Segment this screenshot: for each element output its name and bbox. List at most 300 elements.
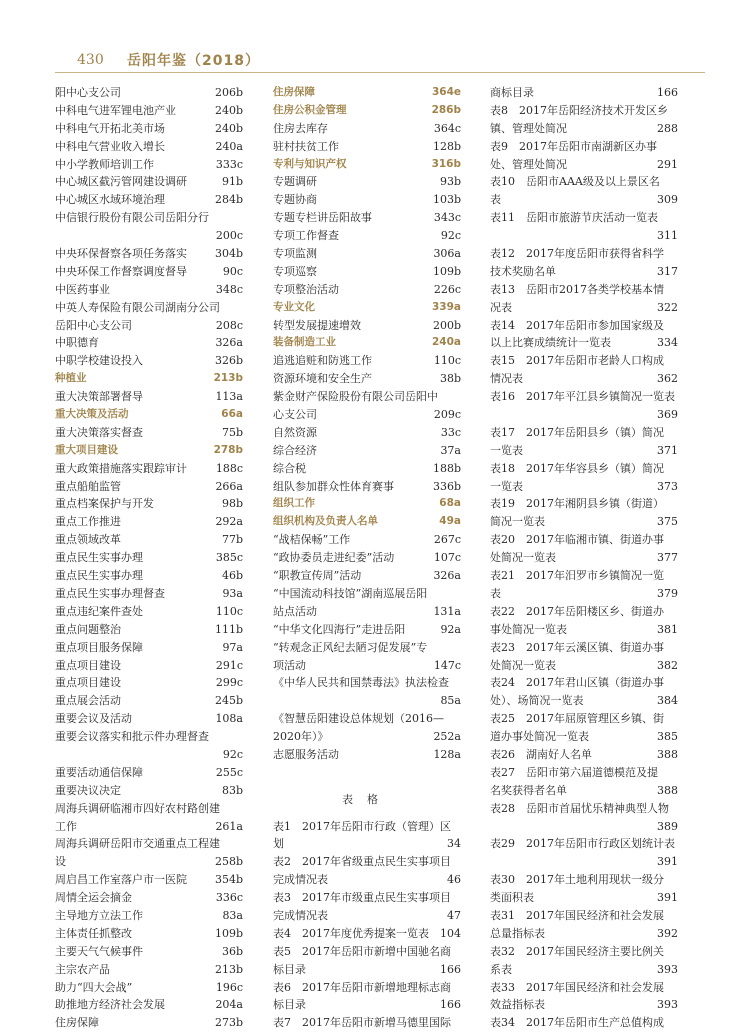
page-header (55, 48, 705, 70)
index-entry (55, 299, 243, 317)
page-ref: 284b (214, 193, 243, 207)
index-entry (490, 979, 678, 997)
entry-text: 专题调研 (273, 175, 317, 189)
entry-text: 表24 2017年君山区镇（街道办事 (490, 676, 664, 690)
index-entry (273, 281, 461, 299)
index-entries (273, 84, 461, 764)
entry-text: “中华文化四海行”走进岳阳 (273, 622, 406, 636)
index-entry (55, 961, 243, 979)
page-ref: 200c (215, 229, 243, 243)
index-entry (490, 692, 678, 710)
entry-text: 岳阳中心支公司 (55, 318, 132, 332)
entry-text: “政协委员走进纪委”活动 (273, 551, 395, 565)
entry-text: 表5 2017年岳阳市新增中国驰名商 (273, 944, 451, 958)
entry-text: 情况表 (490, 372, 523, 386)
page-ref: 75b (221, 425, 243, 439)
page-ref: 382 (657, 658, 678, 672)
page-ref: 299c (215, 676, 243, 690)
index-entry (490, 764, 678, 782)
page-ref: 77b (221, 533, 243, 547)
page-ref: 92c (222, 747, 243, 761)
index-entry (55, 835, 243, 853)
entry-text: “战桔保畅”工作 (273, 533, 351, 547)
entry-text: 重点民生实事办理督查 (55, 586, 165, 600)
page-ref: 109b (214, 926, 243, 940)
page-ref: 103b (432, 193, 461, 207)
entry-text: 中科电气进军锂电池产业 (55, 103, 176, 117)
entry-text: 道办事处简况一览表 (490, 730, 589, 744)
entry-text: 表30 2017年土地利用现状一级分 (490, 873, 664, 887)
index-entry (273, 191, 461, 209)
entry-text: 重点项目建设 (55, 676, 121, 690)
index-entry (273, 352, 461, 370)
page-ref: 375 (657, 515, 678, 529)
entry-text: 驻村扶贫工作 (273, 139, 339, 153)
entry-text: 重要会议及活动 (55, 712, 132, 726)
page-ref: 108a (215, 712, 243, 726)
index-entry (273, 263, 461, 281)
page-ref: 97a (222, 640, 243, 654)
index-entry (490, 317, 678, 335)
entry-text: 表1 2017年岳阳市行政（管理）区 (273, 819, 451, 833)
index-entry (55, 782, 243, 800)
index-entry (273, 943, 461, 961)
entry-text: 自然资源 (273, 425, 317, 439)
index-entry (490, 156, 678, 174)
index-entry (55, 996, 243, 1014)
page-ref: 90c (222, 264, 243, 278)
entry-text: 重点工作推进 (55, 515, 121, 529)
entry-text: “职教宣传周”活动 (273, 569, 362, 583)
index-entry (490, 943, 678, 961)
entry-text: 转型发展提速增效 (273, 318, 361, 332)
page-ref: 92a (440, 622, 461, 636)
entry-text: 装备制造工业 (273, 336, 336, 349)
entry-text: 完成情况表 (273, 873, 328, 887)
index-entry (55, 764, 243, 782)
index-entry (55, 478, 243, 496)
entry-text: 项活动 (273, 658, 306, 672)
index-entry (490, 889, 678, 907)
entry-text: 表15 2017年岳阳市老龄人口构成 (490, 354, 664, 368)
entry-text: 重要活动通信保障 (55, 765, 143, 779)
entry-text: 表7 2017年岳阳市新增马德里国际 (273, 1016, 451, 1030)
index-entry (55, 120, 243, 138)
index-entry (55, 352, 243, 370)
index-entry (490, 138, 678, 156)
page-ref: 377 (657, 551, 678, 565)
spacer (273, 764, 461, 782)
page-ref: 113a (215, 390, 243, 404)
index-entry (55, 102, 243, 120)
page-ref: 309 (657, 193, 678, 207)
index-entry (273, 979, 461, 997)
index-entry (273, 209, 461, 227)
entry-text: 中医药事业 (55, 282, 110, 296)
index-heading-entry (273, 156, 461, 174)
page-ref: 213b (213, 372, 243, 385)
entry-text: 2020年）》 (273, 730, 329, 744)
entry-text: 表19 2017年湘阴县乡镇（街道） (490, 497, 664, 511)
page-ref: 104 (440, 926, 461, 940)
page-ref: 393 (657, 998, 678, 1012)
entry-text: 组织工作 (273, 497, 315, 510)
entry-text: 处、管理处简况 (490, 157, 567, 171)
entry-text: 助力“四大会战” (55, 980, 133, 994)
index-column-1 (55, 84, 243, 1032)
page-ref: 83b (221, 783, 243, 797)
page-ref: 385 (657, 730, 678, 744)
entry-text: 中科电气开拓北美市场 (55, 121, 165, 135)
index-entry (273, 585, 461, 603)
book-title: 岳阳年鉴（2018） (127, 53, 260, 69)
index-entry (55, 692, 243, 710)
entry-text: “转观念正风纪去陋习促发展”专 (273, 640, 428, 654)
index-heading-entry (273, 102, 461, 120)
entry-text: 一览表 (490, 479, 523, 493)
index-entry (273, 996, 461, 1014)
entry-text: 重点船舶监管 (55, 479, 121, 493)
entry-text: 表21 2017年汨罗市乡镇简况一览 (490, 569, 664, 583)
entry-text: 追逃追赃和防逃工作 (273, 354, 372, 368)
page-ref: 209c (433, 408, 461, 422)
index-entry (490, 746, 678, 764)
entry-text: 表2 2017年省级重点民生实事项目 (273, 855, 451, 869)
page-ref: 206b (214, 86, 243, 99)
page-ref: 83a (222, 908, 243, 922)
index-entry (490, 782, 678, 800)
index-entry (273, 728, 461, 746)
index-entry (273, 961, 461, 979)
index-entry (273, 889, 461, 907)
entry-text: 中小学教师培训工作 (55, 157, 154, 171)
index-entry (273, 871, 461, 889)
index-entry (490, 710, 678, 728)
entry-text: 表23 2017年云溪区镇、街道办事 (490, 640, 664, 654)
entry-text: 重大决策及活动 (55, 408, 129, 421)
entry-text: 助推地方经济社会发展 (55, 998, 165, 1012)
entry-text: 《中华人民共和国禁毒法》执法检查 (273, 676, 449, 690)
index-entry (55, 1014, 243, 1032)
page-ref: 291 (657, 157, 678, 171)
page-ref: 385c (215, 551, 243, 565)
index-entry (273, 478, 461, 496)
page-ref: 317 (657, 264, 678, 278)
entry-text: 专题协商 (273, 193, 317, 207)
entry-text: 住房保障 (273, 86, 315, 98)
entry-text: 表27 岳阳市第六届道德模范及提 (490, 765, 658, 779)
index-entry (55, 209, 243, 227)
page-ref: 188c (215, 461, 243, 475)
index-entry (273, 1014, 461, 1032)
page-ref: 109b (432, 264, 461, 278)
header-rule (55, 72, 705, 73)
index-entry (273, 245, 461, 263)
entry-text: 周海兵调研岳阳市交通重点工程建 (55, 837, 220, 851)
index-entry (273, 639, 461, 657)
page-ref: 348c (215, 282, 243, 296)
page-ref: 245b (214, 694, 243, 708)
page-ref: 311 (657, 229, 678, 243)
page-ref: 266a (215, 479, 243, 493)
page-ref: 373 (657, 479, 678, 493)
entry-text: 表3 2017年市级重点民生实事项目 (273, 891, 451, 905)
index-entry (55, 513, 243, 531)
index-entry (490, 728, 678, 746)
entry-text: 紫金财产保险股份有限公司岳阳中 (273, 390, 438, 404)
page-ref: 92c (440, 229, 461, 243)
page-ref: 111b (214, 622, 243, 636)
entry-text: 表8 2017年岳阳经济技术开发区乡 (490, 103, 668, 117)
index-entry (55, 263, 243, 281)
page-ref: 131a (433, 604, 461, 618)
index-entry (490, 84, 678, 102)
index-entry (55, 871, 243, 889)
entry-text: 表25 2017年屈原管理区乡镇、街 (490, 712, 664, 726)
entry-text: 重点项目服务保障 (55, 640, 143, 654)
index-entry (55, 156, 243, 174)
index-entry (55, 245, 243, 263)
index-entry (490, 1014, 678, 1032)
entry-text: 周启昌工作室落户市一医院 (55, 873, 187, 887)
page-ref: 91b (221, 175, 243, 189)
entry-text: 重点领域改革 (55, 533, 121, 547)
page-ref: 93b (439, 175, 461, 189)
index-entry (273, 317, 461, 335)
index-entry (273, 388, 461, 406)
index-entry (55, 138, 243, 156)
page-ref: 304b (214, 247, 243, 261)
page-number: 430 (77, 52, 104, 68)
page-ref: 240b (214, 121, 243, 135)
entry-text: 主体责任抓整改 (55, 926, 132, 940)
page-ref: 66a (221, 408, 243, 421)
page-ref: 36b (221, 944, 243, 958)
entry-text: 表20 2017年临湘市镇、街道办事 (490, 533, 664, 547)
index-entry (273, 621, 461, 639)
page-ref: 316b (431, 157, 461, 170)
entry-text: 效益指标表 (490, 998, 545, 1012)
index-entry (490, 245, 678, 263)
entry-text: 志愿服务活动 (273, 747, 339, 761)
entry-text: 表6 2017年岳阳市新增地理标志商 (273, 980, 451, 994)
page-ref: 204a (215, 998, 243, 1012)
page-ref: 226c (433, 282, 461, 296)
index-entry (490, 961, 678, 979)
index-entry (55, 943, 243, 961)
index-entry (490, 674, 678, 692)
entry-text: 工作 (55, 819, 77, 833)
page-ref: 38b (439, 372, 461, 386)
index-entry (55, 84, 243, 102)
entry-text: 中心城区水域环境治理 (55, 193, 165, 207)
index-entry (273, 567, 461, 585)
page-ref: 336c (215, 891, 243, 905)
entry-text: 以上比赛成绩统计一览表 (490, 336, 611, 350)
page-ref: 326a (433, 569, 461, 583)
entry-text: 表29 2017年岳阳市行政区划统计表 (490, 837, 675, 851)
entry-text: 《智慧岳阳建设总体规划（2016— (273, 712, 444, 726)
page-ref: 240a (215, 139, 243, 153)
entry-text: 表16 2017年平江县乡镇简况一览表 (490, 390, 675, 404)
index-entry (273, 674, 461, 692)
index-entry (55, 531, 243, 549)
index-entry (490, 513, 678, 531)
entry-text: 表12 2017年度岳阳市获得省科学 (490, 247, 664, 261)
index-heading-entry (273, 513, 461, 531)
index-entry (490, 639, 678, 657)
index-entry (55, 549, 243, 567)
entry-text: 重点民生实事办理 (55, 569, 143, 583)
index-entry (490, 531, 678, 549)
page-ref: 379 (657, 586, 678, 600)
index-entry (55, 281, 243, 299)
index-entry (490, 191, 678, 209)
entry-text: 资源环境和安全生产 (273, 372, 372, 386)
entry-text: 重点档案保护与开发 (55, 497, 154, 511)
page-ref: 288 (657, 121, 678, 135)
index-entry (490, 209, 678, 227)
index-entry (55, 424, 243, 442)
entry-text: 种植业 (55, 372, 87, 385)
entry-text: 专项工作督查 (273, 229, 339, 243)
index-heading-entry (55, 370, 243, 388)
page-ref: 208c (215, 318, 243, 332)
index-entry (490, 120, 678, 138)
entry-text: 综合税 (273, 461, 306, 475)
entry-text: 名奖获得者名单 (490, 783, 567, 797)
index-entry (55, 818, 243, 836)
index-entry (490, 871, 678, 889)
index-heading-entry (55, 442, 243, 460)
entry-text: 专利与知识产权 (273, 157, 347, 170)
page-ref: 388 (657, 747, 678, 761)
index-entry (273, 424, 461, 442)
entry-text: 中央环保工作督察调度督导 (55, 264, 187, 278)
page-ref: 267c (433, 533, 461, 547)
index-entry (55, 800, 243, 818)
page-ref: 200b (432, 318, 461, 332)
page-ref: 362 (657, 372, 678, 386)
index-entry (490, 442, 678, 460)
page-ref: 291c (215, 658, 243, 672)
index-entry (490, 585, 678, 603)
page-ref: 166 (440, 998, 461, 1012)
index-heading-entry (273, 299, 461, 317)
entry-text: 周海兵调研临湘市四好农村路创建 (55, 801, 220, 815)
page-ref: 252a (433, 730, 461, 744)
index-entry (55, 173, 243, 191)
page-ref: 261a (215, 819, 243, 833)
index-entry (273, 746, 461, 764)
entry-text: 表 (490, 586, 501, 600)
entry-text: 处简况一览表 (490, 658, 556, 672)
index-entry (273, 549, 461, 567)
page-ref: 166 (440, 962, 461, 976)
page-ref: 47 (447, 908, 461, 922)
page-ref: 326b (214, 354, 243, 368)
entry-text: 综合经济 (273, 443, 317, 457)
index-entry (55, 639, 243, 657)
entry-text: 表4 2017年度优秀提案一览表 (273, 926, 429, 940)
index-entry (490, 925, 678, 943)
entry-text: “中国流动科技馆”湖南巡展岳阳 (273, 586, 428, 600)
index-entry (55, 657, 243, 675)
page-ref: 33c (440, 425, 461, 439)
index-entry (55, 907, 243, 925)
entry-text: 处）、场简况一览表 (490, 694, 584, 708)
entry-text: 重点民生实事办理 (55, 551, 143, 565)
page-ref: 306a (433, 247, 461, 261)
entry-text: 表26 湖南好人名单 (490, 747, 592, 761)
page-ref: 381 (657, 622, 678, 636)
index-entry (490, 907, 678, 925)
entry-text: 重大决策部署督导 (55, 390, 143, 404)
page-ref: 196c (215, 980, 243, 994)
entry-text: 一览表 (490, 443, 523, 457)
page-ref: 334 (657, 336, 678, 350)
index-entry (55, 889, 243, 907)
index-entry (273, 406, 461, 424)
page-ref: 364e (431, 86, 461, 98)
index-entry (273, 442, 461, 460)
index-entry (490, 102, 678, 120)
page-ref: 255c (215, 765, 243, 779)
entry-text: 技术奖励名单 (490, 264, 556, 278)
page-ref: 392 (657, 926, 678, 940)
page-ref: 292a (215, 515, 243, 529)
page-ref: 333c (215, 157, 243, 171)
entry-text: 组队参加群众性体育赛事 (273, 479, 394, 493)
index-entry (55, 674, 243, 692)
page-ref: 93a (222, 586, 243, 600)
page-ref: 322 (657, 300, 678, 314)
page-ref: 343c (433, 211, 461, 225)
index-entry (55, 191, 243, 209)
page-ref: 389 (657, 819, 678, 833)
page-ref: 391 (657, 891, 678, 905)
entry-text: 表9 2017年岳阳市南湖新区办事 (490, 139, 657, 153)
entry-text: 重点展会活动 (55, 694, 121, 708)
index-entry (55, 388, 243, 406)
entry-text: 住房公积金管理 (273, 103, 347, 116)
index-entry (490, 299, 678, 317)
page-ref: 49a (439, 515, 461, 528)
page-ref: 46b (221, 569, 243, 583)
entry-text: 中职德育 (55, 336, 99, 350)
entry-text: 专题专栏讲岳阳故事 (273, 211, 372, 225)
entry-text: 主要天气气候事件 (55, 944, 143, 958)
entry-text: 专项整治活动 (273, 282, 339, 296)
index-entry (490, 388, 678, 406)
index-entry (55, 979, 243, 997)
entry-text: 周情全运会摘金 (55, 891, 132, 905)
entry-text: 重大政策措施落实跟踪审计 (55, 461, 187, 475)
entry-text: 表13 岳阳市2017各类学校基本情 (490, 282, 664, 296)
entry-text: 主宗农产品 (55, 962, 110, 976)
entry-text: 重大项目建设 (55, 443, 118, 456)
index-entry (55, 317, 243, 335)
index-entry (490, 460, 678, 478)
page-ref: 388 (657, 783, 678, 797)
index-heading-entry (273, 495, 461, 513)
page-ref: 110c (433, 354, 461, 368)
index-entry (490, 352, 678, 370)
index-entry (490, 370, 678, 388)
index-entry (55, 495, 243, 513)
index-entry (273, 227, 461, 245)
index-entry (273, 710, 461, 728)
